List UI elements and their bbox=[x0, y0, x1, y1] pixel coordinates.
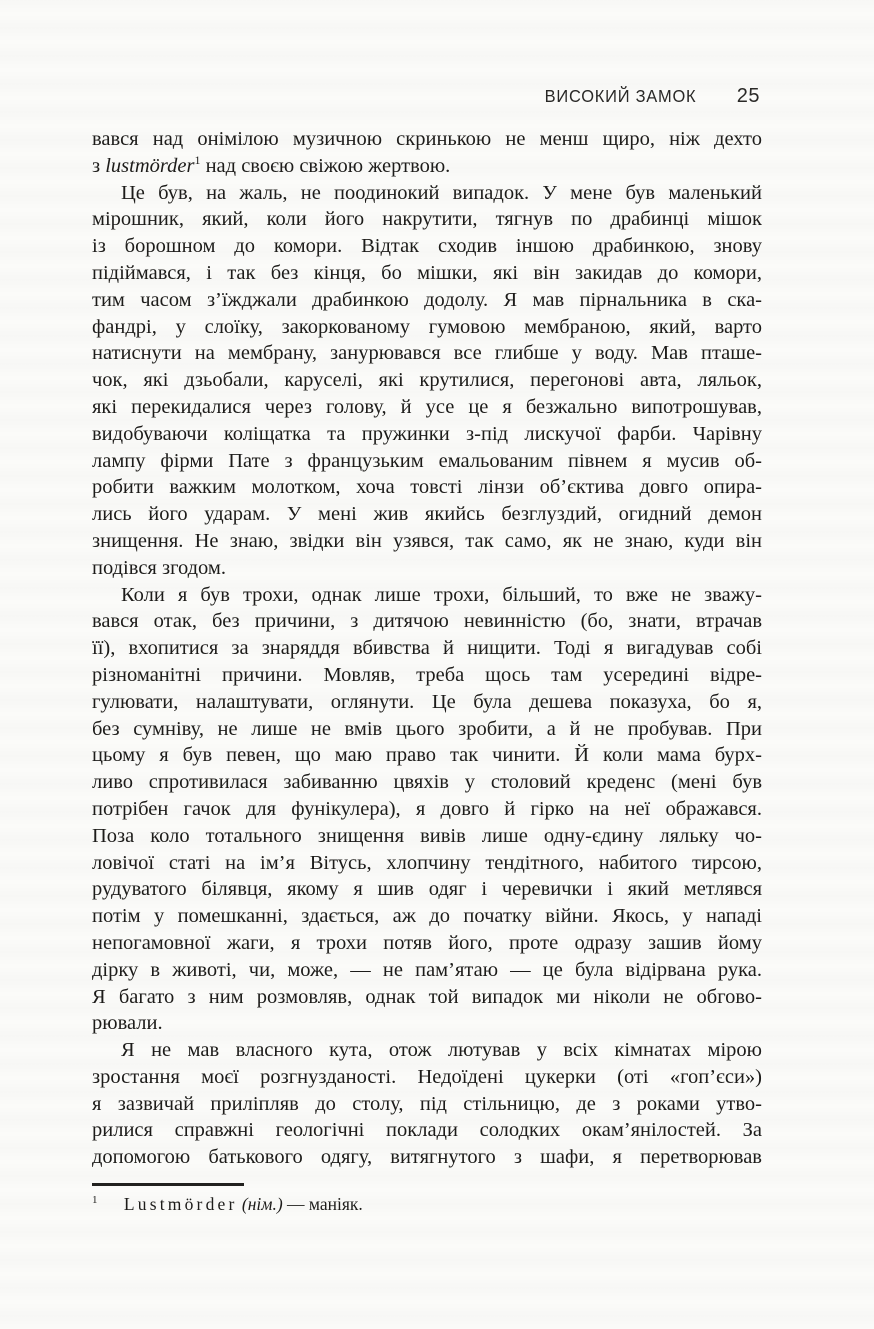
text-line: робити важким молотком, хоча товсті лінзи об’єктива довго опира- bbox=[92, 476, 762, 499]
text-line: потрібен гачок для фунікулера), я довго й гірко на неї ображався. bbox=[92, 797, 762, 820]
text-line: лампу фірми Пате з французьким емальованим півнем я мусив об- bbox=[92, 449, 762, 472]
text-line: лись його ударам. У мені жив якийсь безглуздий, огидний демон bbox=[92, 503, 762, 526]
body-text bbox=[92, 126, 762, 1171]
text-line: вався отак, без причини, з дитячою невинністю (бо, знати, втрачав bbox=[92, 610, 762, 633]
text-line: вався над онімілою музичною скринькою не менш щиро, ніж дехто bbox=[92, 128, 762, 150]
text-line: рудуватого білявця, якому я шив одяг і черевички і який метлявся bbox=[92, 878, 762, 901]
text-line: цьому я був певен, що маю право так чинити. Й коли мама бурх- bbox=[92, 744, 762, 767]
text-line: натиснути на мембрану, занурювався все глибше у воду. Мав пташе- bbox=[92, 342, 762, 365]
text-line: ливо спротивилася забиванню цвяхів у столовий креденс (мені був bbox=[92, 771, 762, 794]
text-line: знищення. Не знаю, звідки він узявся, так само, як не знаю, куди він bbox=[92, 529, 762, 552]
page-number: 25 bbox=[736, 85, 760, 107]
text-line: ловічої статі на ім’я Вітусь, хлопчину тендітного, набитого тирсою, bbox=[92, 851, 762, 874]
text-line: з lustmörder$^1$ над своєю свіжою жертвою. bbox=[92, 152, 451, 177]
text-line: непогамовної жаги, я трохи потяв його, проте одразу зашив йому bbox=[92, 931, 762, 954]
footnote-text: Lustmörder (нім.) — маніяк. bbox=[123, 1194, 363, 1214]
text-line: мірошник, який, коли його накрутити, тягнув по драбинці мішок bbox=[92, 208, 762, 231]
text-line: подівся згодом. bbox=[92, 556, 227, 579]
running-title: ВИСОКИЙ ЗАМОК bbox=[545, 86, 697, 106]
text-line: із борошном до комори. Відтак сходив іншою драбинкою, знову bbox=[92, 235, 762, 258]
text-line: я зазвичай приліпляв до столу, під стільницю, де з роками утво- bbox=[92, 1092, 762, 1115]
text-line: допомогою батькового одягу, витягнутого з шафи, я перетворював bbox=[92, 1146, 762, 1169]
page-header bbox=[92, 85, 760, 108]
text-line: дірку в животі, чи, може, — не пам’ятаю — це була відірвана рука. bbox=[92, 958, 762, 981]
text-line: рювали. bbox=[92, 1012, 163, 1035]
text-line: її), вхопитися за знаряддя вбивства й нищити. Тоді я вигадував собі bbox=[92, 637, 762, 660]
footnote-divider bbox=[92, 1183, 244, 1186]
footnote bbox=[92, 1183, 762, 1215]
text-line: без сумніву, не лише не вмів цього зробити, а й не пробував. При bbox=[92, 717, 762, 740]
footnote-marker: 1 bbox=[92, 1194, 98, 1207]
text-line: які перекидалися через голову, й усе це я безжально випотрошував, bbox=[92, 395, 762, 418]
text-line: рилися справжні геологічні поклади солодких окам’янілостей. За bbox=[92, 1119, 762, 1142]
text-line: гулювати, налаштувати, оглянути. Це була дешева показуха, бо я, bbox=[92, 690, 762, 713]
text-line: видобуваючи коліщатка та пружинки з-під лискучої фарби. Чарівну bbox=[92, 422, 762, 445]
text-line: Коли я був трохи, однак лише трохи, більший, то вже не зважу- bbox=[121, 583, 762, 606]
text-line: Це був, на жаль, не поодинокий випадок. У мене був маленький bbox=[121, 181, 762, 204]
text-line: Я не мав власного кута, отож лютував у всіх кімнатах мірою bbox=[121, 1039, 762, 1062]
footnote-line bbox=[92, 1193, 762, 1215]
text-line: потім у помешканні, здається, аж до початку війни. Якось, у нападі bbox=[92, 905, 762, 928]
text-line: Поза коло тотального знищення вивів лише одну-єдину ляльку чо- bbox=[92, 824, 762, 847]
text-line: фандрі, у слоїку, закоркованому гумовою мембраною, який, варто bbox=[92, 315, 762, 338]
text-line: Я багато з ним розмовляв, однак той випадок ми ніколи не обгово- bbox=[92, 985, 762, 1008]
text-line: зростання моєї розгнузданості. Недоїдені цукерки (оті «гоп’єси») bbox=[92, 1065, 762, 1088]
text-line: різноманітні причини. Мовляв, треба щось там усередині відре- bbox=[92, 663, 762, 686]
text-line: чок, які дзьобали, каруселі, які крутилися, перегонові авта, ляльок, bbox=[92, 369, 762, 392]
text-line: підіймався, і так без кінця, бо мішки, які він закидав до комори, bbox=[92, 261, 762, 284]
text-line: тим часом з’їжджали драбинкою додолу. Я мав пірнальника в ска- bbox=[92, 288, 762, 311]
